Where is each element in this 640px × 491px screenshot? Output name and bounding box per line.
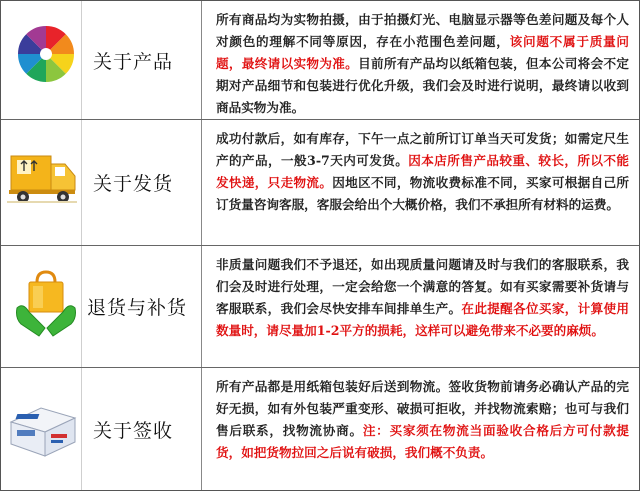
section-receipt-text-warning: 注：买家须在物流当面验收合格后方可付款提货，如把货物拉回之后说有破损，我们概不负责。 [216, 423, 630, 460]
section-product-title: 关于产品 [93, 50, 174, 73]
section-product-text-tail: 目前所有产品均以纸箱包装，但本公司将会不定期对产品细节和包装进行优化升级，我们会及时进行说明，最终请以收到商品实物为准。 [216, 56, 630, 115]
section-product-title-cell [81, 1, 197, 119]
section-returns [1, 246, 639, 368]
section-receipt-text [216, 376, 629, 464]
section-receipt-text-cell [201, 368, 637, 490]
section-returns-title-cell [81, 246, 197, 367]
section-returns-text-normal: 非质量问题我们不予退还，如出现质量问题请及时与我们的客服联系，我们会及时进行处理，一定会给您一个满意的答复。如有买家需要补货请与客服联系，我们会尽快安排车间排单生产。 [216, 257, 629, 316]
section-product [1, 1, 639, 120]
section-receipt-title: 关于签收 [93, 419, 174, 442]
section-returns-title: 退货与补货 [87, 297, 188, 319]
section-shipping [1, 120, 639, 246]
section-receipt [1, 368, 639, 490]
section-shipping-icon-cell [1, 120, 82, 245]
section-shipping-text-tail: 因地区不同，物流收费标准不同，买家可根据自己所订货量咨询客服，客服会给出个大概价格，我们不承担所有材料的运费。 [216, 175, 630, 212]
delivery-truck-icon [7, 150, 79, 208]
section-product-text-warning: 该问题不属于质量问题，最终请以实物为准。 [216, 34, 630, 71]
section-returns-icon-cell [1, 246, 82, 367]
section-product-text [216, 9, 629, 119]
section-receipt-icon-cell [1, 368, 82, 490]
section-returns-text-cell [201, 246, 637, 367]
color-wheel-icon [15, 23, 77, 85]
section-returns-text [216, 254, 629, 342]
section-shipping-title-cell [81, 120, 197, 245]
section-returns-text-warning: 在此提醒各位买家，计算使用数量时，请尽量加1-2平方的损耗，这样可以避免带来不必要的麻烦。 [216, 301, 630, 338]
package-box-icon [7, 404, 79, 458]
section-receipt-title-cell [81, 368, 197, 490]
section-product-text-normal: 所有商品均为实物拍摄，由于拍摄灯光、电脑显示器等色差问题及每个人对颜色的理解不同等原因，存在小范围色差问题， [216, 12, 629, 49]
hands-shopping-bag-icon [15, 268, 77, 340]
section-receipt-text-normal: 所有产品都是用纸箱包装好后送到物流。签收货物前请务必确认产品的完好无损，如有外包装严重变形、破损可拒收，并找物流索赔；也可与我们售后联系，找物流协商。 [216, 379, 629, 438]
section-shipping-text-cell [201, 120, 637, 245]
section-shipping-text-normal: 成功付款后，如有库存，下午一点之前所订订单当天可发货；如需定尺生产的产品，一般3-7天内可发货。 [216, 131, 629, 168]
section-shipping-title: 关于发货 [93, 173, 174, 195]
section-product-text-cell [201, 1, 637, 119]
section-shipping-text-warning: 因本店所售产品较重、较长，所以不能发快递，只走物流。 [216, 153, 629, 190]
section-product-icon-cell [1, 1, 82, 119]
section-shipping-text [216, 128, 629, 216]
